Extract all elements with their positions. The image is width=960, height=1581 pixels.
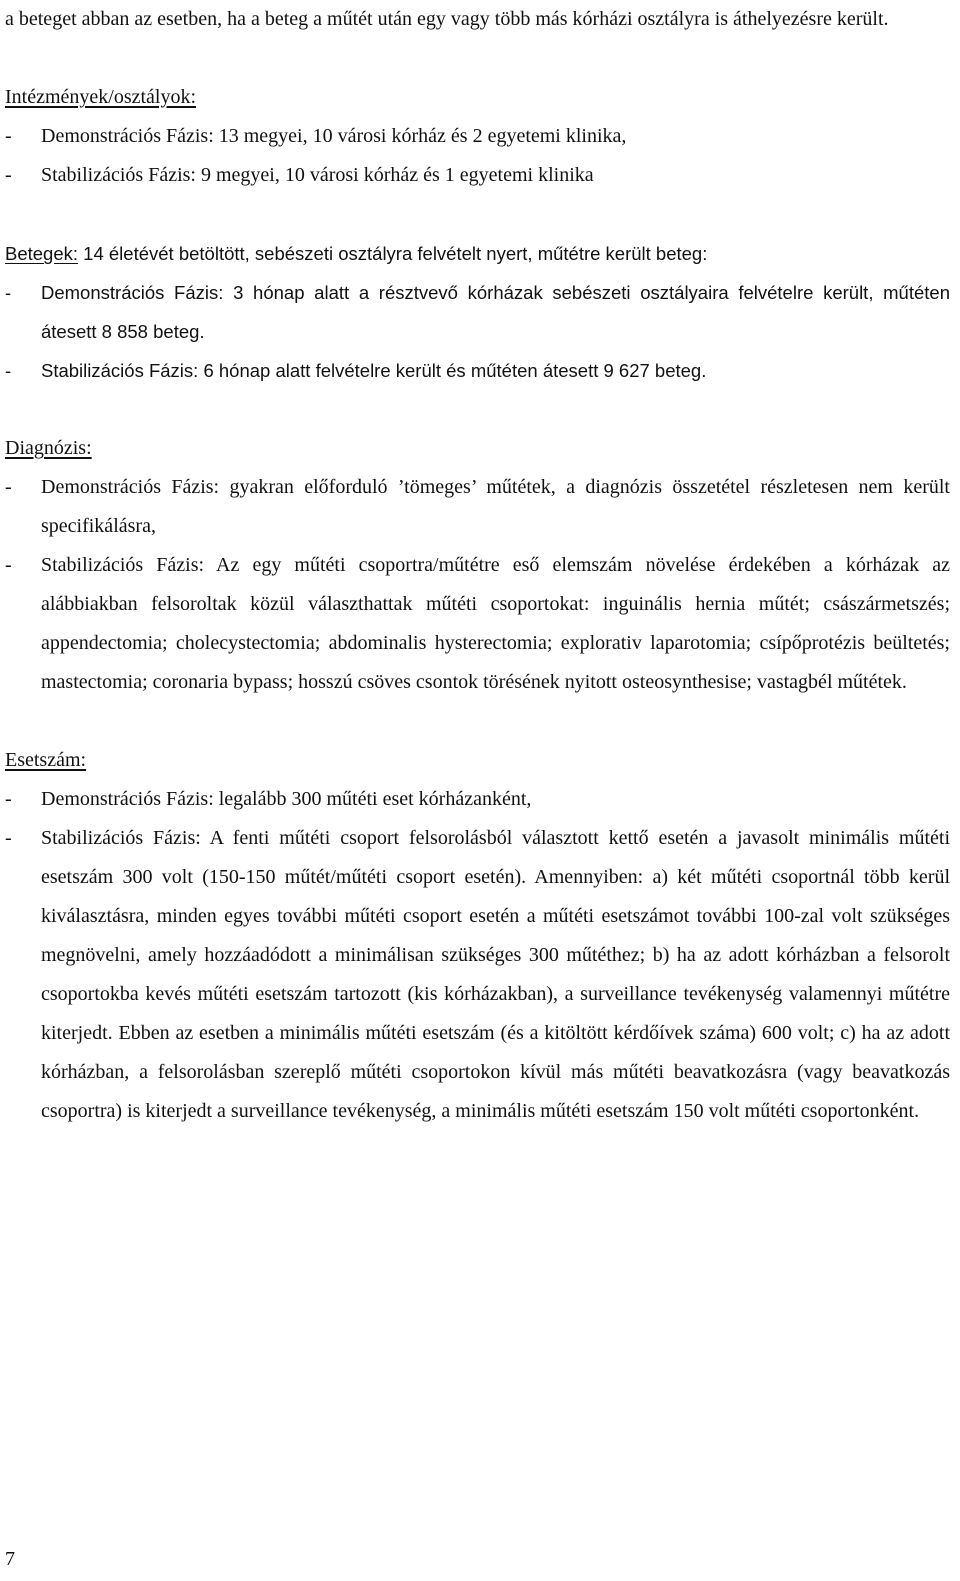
list-item-text: Stabilizációs Fázis: 9 megyei, 10 városi kórház és 1 egyetemi klinika [41,164,594,186]
list-item [5,468,950,546]
list-item-text: Demonstrációs Fázis: 3 hónap alatt a résztvevő kórházak sebészeti osztályaira felvételre került, műtéten átesett 8 858 beteg. [41,282,950,342]
spacer [5,195,950,234]
list-item [5,273,950,351]
list-item [5,546,950,702]
heading-institutions: Intézmények/osztályok: [5,86,197,108]
spacer [5,702,950,741]
list-item [5,156,950,195]
list-dash: - [5,476,12,498]
list-item-text: Stabilizációs Fázis: Az egy műtéti csoportra/műtétre eső elemszám növelése érdekében a kórházak az alábbiakban felsoroltak közül választhattak műtéti csoportokat: inguinális hernia műtét; császármetszés; appendectomia; cholecystectomia; abdominalis hysterectomia; explorativ laparotomia; csípőprotézis beültetés; mastectomia; coronaria bypass; hosszú csöves csontok törésének nyitott osteosynthesise; vastagbél műtétek. [41,554,950,693]
page-number: 7 [5,1548,15,1570]
section-diagnosis [5,429,950,702]
spacer [5,390,950,429]
section-case-count [5,741,950,1131]
list-item-text: Demonstrációs Fázis: legalább 300 műtéti eset kórházanként, [41,788,532,810]
section-patients [5,234,950,390]
list-item-text: Stabilizációs Fázis: A fenti műtéti csoport felsorolásból választott kettő esetén a javasolt minimális műtéti esetszám 300 volt (150-150 műtét/műtéti csoport esetén). Amennyiben: a) két műtéti csoportnál több kerül kiválasztásra, minden egyes további műtéti csoport esetén a műtéti esetszámot további 100-zal volt szükséges megnövelni, amely hozzáadódott a minimálisan szükséges 300 műtéthez; b) ha az adott kórházban a felsorolt csoportokba kevés műtéti esetszám tartozott (kis kórházakban), a surveillance tevékenység valamennyi műtétre kiterjedt. Ebben az esetben a minimális műtéti esetszám (és a kitöltött kérdőívek száma) 600 volt; c) ha az adott kórházban, a felsorolásban szereplő műtéti csoportokon kívül más műtéti beavatkozásra (vagy beavatkozás csoportra) is kiterjedt a surveillance tevékenység, a minimális műtéti esetszám 150 volt műtéti csoportonként. [41,827,950,1122]
list-item [5,117,950,156]
list-dash: - [5,282,12,303]
section-institutions [5,78,950,195]
list-item-text: Demonstrációs Fázis: gyakran előforduló ’tömeges’ műtétek, a diagnózis összetétel részletesen nem került specifikálásra, [41,476,950,537]
heading-diagnosis: Diagnózis: [5,437,92,459]
document-page [5,0,950,1131]
list-item [5,780,950,819]
patients-intro-text: 14 életévét betöltött, sebészeti osztályra felvételt nyert, műtétre került beteg: [78,243,708,264]
list-item [5,351,950,390]
list-dash: - [5,554,12,576]
list-item-text: Stabilizációs Fázis: 6 hónap alatt felvételre került és műtéten átesett 9 627 beteg. [41,360,707,381]
intro-paragraph: a beteget abban az esetben, ha a beteg a műtét után egy vagy több más kórházi osztályra is áthelyezésre került. [5,8,889,30]
heading-patients: Betegek: [5,243,79,264]
list-dash: - [5,827,12,849]
list-item-text: Demonstrációs Fázis: 13 megyei, 10 városi kórház és 2 egyetemi klinika, [41,125,627,147]
list-dash: - [5,788,12,810]
patients-intro [5,234,950,273]
spacer [5,39,950,78]
list-dash: - [5,164,12,186]
heading-case-count: Esetszám: [5,749,87,771]
list-dash: - [5,360,12,381]
list-dash: - [5,125,12,147]
list-item [5,819,950,1131]
